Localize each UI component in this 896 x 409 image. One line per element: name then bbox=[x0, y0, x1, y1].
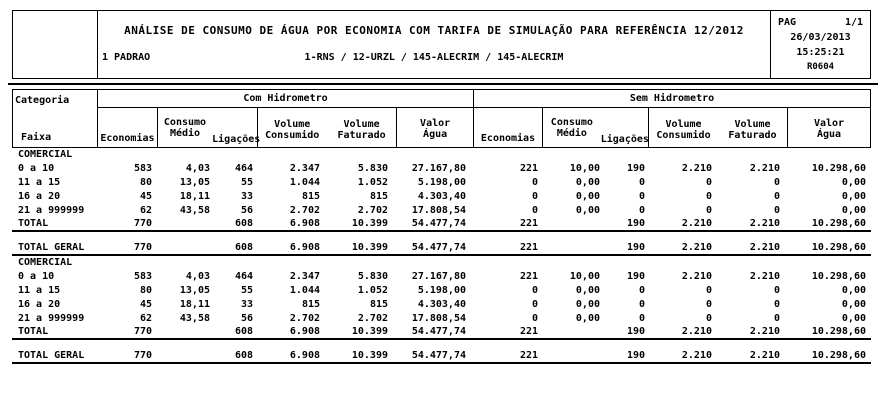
value-cell: 0 bbox=[773, 299, 780, 310]
value-cell: 815 bbox=[369, 191, 388, 202]
category-row bbox=[12, 256, 871, 270]
value-cell: 190 bbox=[626, 218, 645, 229]
value-cell: 2.347 bbox=[289, 163, 320, 174]
faixa-cell: 0 a 10 bbox=[18, 271, 55, 282]
value-cell: 54.477,74 bbox=[411, 242, 466, 253]
value-cell: 13,05 bbox=[179, 285, 210, 296]
value-cell: 5.198,00 bbox=[417, 285, 466, 296]
value-cell: 0 bbox=[531, 177, 538, 188]
value-cell bbox=[538, 241, 600, 254]
value-cell: 2.210 bbox=[749, 326, 780, 337]
value-cell: 221 bbox=[519, 242, 538, 253]
value-cell: 2.702 bbox=[289, 205, 320, 216]
value-cell: 0 bbox=[705, 205, 712, 216]
value-cell: 815 bbox=[301, 299, 320, 310]
value-cell: 190 bbox=[626, 271, 645, 282]
value-cell: 0,00 bbox=[575, 177, 600, 188]
faixa-cell: TOTAL GERAL bbox=[18, 350, 85, 361]
value-cell: 190 bbox=[626, 350, 645, 361]
faixa-cell: 0 a 10 bbox=[18, 163, 55, 174]
value-cell: 54.477,74 bbox=[411, 350, 466, 361]
value-cell: 608 bbox=[234, 218, 253, 229]
value-cell: 80 bbox=[139, 285, 152, 296]
col-header-consumo-ligacoes bbox=[543, 108, 649, 147]
column-group-sem-hidrometro bbox=[474, 90, 870, 147]
faixa-cell: 16 a 20 bbox=[18, 191, 61, 202]
value-cell: 2.210 bbox=[681, 271, 712, 282]
value-cell: 56 bbox=[240, 205, 253, 216]
value-cell: 2.210 bbox=[749, 163, 780, 174]
value-cell: 10.399 bbox=[351, 350, 388, 361]
value-cell: 190 bbox=[626, 242, 645, 253]
value-cell: 770 bbox=[133, 350, 152, 361]
table-row bbox=[12, 284, 871, 298]
faixa-cell: 11 a 15 bbox=[18, 285, 61, 296]
report-subtitle-center: 1-RNS / 12-URZL / 145-ALECRIM / 145-ALECRIM bbox=[304, 52, 564, 63]
value-cell bbox=[152, 349, 210, 362]
value-cell: 0 bbox=[638, 177, 645, 188]
value-cell: 0,00 bbox=[575, 205, 600, 216]
value-cell: 54.477,74 bbox=[411, 326, 466, 337]
value-cell: 10.399 bbox=[351, 242, 388, 253]
col-header-volume-consumido: Volume Consumido bbox=[656, 119, 711, 141]
value-cell: 0 bbox=[773, 205, 780, 216]
value-cell: 6.908 bbox=[289, 218, 320, 229]
table-row bbox=[12, 176, 871, 190]
value-cell: 2.702 bbox=[357, 313, 388, 324]
value-cell: 45 bbox=[139, 191, 152, 202]
value-cell: 0 bbox=[638, 299, 645, 310]
category-label: COMERCIAL bbox=[18, 257, 73, 268]
value-cell: 608 bbox=[234, 242, 253, 253]
total-row bbox=[12, 326, 871, 340]
page-number-line bbox=[771, 15, 870, 30]
col-header-economias: Economias bbox=[474, 108, 543, 147]
logo-box bbox=[13, 11, 98, 78]
value-cell: 2.210 bbox=[749, 242, 780, 253]
faixa-cell: 11 a 15 bbox=[18, 177, 61, 188]
value-cell: 62 bbox=[139, 205, 152, 216]
table-row bbox=[12, 298, 871, 312]
value-cell: 0 bbox=[705, 191, 712, 202]
value-cell: 5.830 bbox=[357, 271, 388, 282]
value-cell: 0 bbox=[705, 299, 712, 310]
value-cell: 0,00 bbox=[575, 299, 600, 310]
value-cell: 0 bbox=[531, 191, 538, 202]
value-cell: 6.908 bbox=[289, 326, 320, 337]
col-header-consumo-medio: Consumo Médio bbox=[550, 117, 593, 139]
value-cell: 464 bbox=[234, 271, 253, 282]
value-cell: 10.298,60 bbox=[811, 350, 866, 361]
categoria-label: Categoria bbox=[15, 95, 70, 106]
value-cell: 608 bbox=[234, 350, 253, 361]
value-cell: 18,11 bbox=[179, 299, 210, 310]
value-cell: 1.044 bbox=[289, 177, 320, 188]
value-cell: 0 bbox=[773, 313, 780, 324]
value-cell: 0 bbox=[705, 285, 712, 296]
value-cell: 4,03 bbox=[185, 163, 210, 174]
value-cell: 6.908 bbox=[289, 242, 320, 253]
value-cell: 770 bbox=[133, 242, 152, 253]
value-cell: 0 bbox=[638, 205, 645, 216]
value-cell: 2.210 bbox=[749, 350, 780, 361]
value-cell: 10,00 bbox=[569, 271, 600, 282]
page-info-box bbox=[770, 11, 870, 78]
value-cell: 4.303,40 bbox=[417, 299, 466, 310]
report-subtitle-left: 1 PADRAO bbox=[102, 52, 151, 63]
title-area bbox=[98, 11, 770, 78]
value-cell: 0 bbox=[773, 191, 780, 202]
report-title: ANÁLISE DE CONSUMO DE ÁGUA POR ECONOMIA COM TARIFA DE SIMULAÇÃO PARA REFERÊNCIA 12/2012 bbox=[124, 24, 744, 37]
col-header-volumes bbox=[258, 108, 398, 147]
value-cell: 43,58 bbox=[179, 205, 210, 216]
value-cell: 0 bbox=[705, 313, 712, 324]
value-cell: 80 bbox=[139, 177, 152, 188]
value-cell: 4.303,40 bbox=[417, 191, 466, 202]
value-cell: 2.347 bbox=[289, 271, 320, 282]
value-cell: 221 bbox=[519, 218, 538, 229]
value-cell: 33 bbox=[240, 299, 253, 310]
value-cell: 0 bbox=[773, 285, 780, 296]
faixa-cell: 21 a 999999 bbox=[18, 205, 85, 216]
value-cell: 0,00 bbox=[841, 313, 866, 324]
value-cell: 10.399 bbox=[351, 218, 388, 229]
total-geral-row bbox=[12, 241, 871, 256]
value-cell: 6.908 bbox=[289, 350, 320, 361]
category-label: COMERCIAL bbox=[18, 149, 73, 160]
report-header bbox=[12, 10, 871, 79]
value-cell: 17.808,54 bbox=[411, 205, 466, 216]
value-cell: 2.210 bbox=[681, 326, 712, 337]
value-cell: 10.298,60 bbox=[811, 163, 866, 174]
table-row bbox=[12, 162, 871, 176]
col-header-volume-consumido: Volume Consumido bbox=[265, 119, 320, 141]
divider-rule bbox=[8, 83, 878, 85]
value-cell: 2.210 bbox=[749, 218, 780, 229]
value-cell: 0 bbox=[638, 313, 645, 324]
table-row bbox=[12, 204, 871, 218]
value-cell bbox=[538, 349, 600, 362]
faixa-cell: TOTAL bbox=[18, 218, 49, 229]
value-cell: 62 bbox=[139, 313, 152, 324]
col-header-volume-faturado: Volume Faturado bbox=[337, 119, 386, 141]
value-cell: 13,05 bbox=[179, 177, 210, 188]
col-header-consumo-ligacoes bbox=[158, 108, 261, 147]
faixa-label: Faixa bbox=[21, 132, 52, 143]
value-cell: 0,00 bbox=[841, 299, 866, 310]
value-cell: 1.044 bbox=[289, 285, 320, 296]
value-cell: 190 bbox=[626, 163, 645, 174]
value-cell bbox=[152, 241, 210, 254]
value-cell: 2.210 bbox=[681, 218, 712, 229]
value-cell: 0,00 bbox=[841, 191, 866, 202]
value-cell: 10.298,60 bbox=[811, 218, 866, 229]
value-cell: 583 bbox=[133, 271, 152, 282]
value-cell: 0 bbox=[531, 285, 538, 296]
value-cell: 4,03 bbox=[185, 271, 210, 282]
report-time: 15:25:21 bbox=[796, 47, 845, 58]
value-cell bbox=[152, 218, 210, 230]
value-cell: 18,11 bbox=[179, 191, 210, 202]
faixa-cell: TOTAL GERAL bbox=[18, 242, 85, 253]
value-cell: 221 bbox=[519, 271, 538, 282]
value-cell: 583 bbox=[133, 163, 152, 174]
value-cell bbox=[538, 326, 600, 338]
value-cell: 55 bbox=[240, 285, 253, 296]
value-cell: 464 bbox=[234, 163, 253, 174]
value-cell: 2.210 bbox=[681, 163, 712, 174]
value-cell: 815 bbox=[369, 299, 388, 310]
value-cell: 0 bbox=[531, 313, 538, 324]
total-geral-row bbox=[12, 349, 871, 364]
col-header-consumo-medio: Consumo Médio bbox=[163, 117, 207, 139]
col-header-economias: Economias bbox=[98, 108, 158, 147]
col-header-valor-agua: Valor Água bbox=[813, 118, 845, 140]
col-header-ligacoes: Ligações bbox=[212, 134, 261, 145]
report-code: R0604 bbox=[806, 62, 835, 72]
value-cell: 5.830 bbox=[357, 163, 388, 174]
col-header-ligacoes: Ligações bbox=[600, 134, 649, 145]
value-cell: 27.167,80 bbox=[411, 271, 466, 282]
table-header bbox=[12, 89, 871, 148]
category-row bbox=[12, 148, 871, 162]
column-group-com-hidrometro bbox=[98, 90, 474, 147]
col-header-volumes bbox=[649, 108, 788, 147]
corner-cell bbox=[13, 90, 98, 147]
value-cell: 54.477,74 bbox=[411, 218, 466, 229]
group-label-com: Com Hidrometro bbox=[98, 90, 473, 108]
value-cell: 0 bbox=[638, 285, 645, 296]
value-cell: 43,58 bbox=[179, 313, 210, 324]
value-cell: 221 bbox=[519, 350, 538, 361]
value-cell: 221 bbox=[519, 326, 538, 337]
value-cell bbox=[538, 218, 600, 230]
value-cell: 27.167,80 bbox=[411, 163, 466, 174]
value-cell: 45 bbox=[139, 299, 152, 310]
value-cell: 0 bbox=[531, 299, 538, 310]
value-cell: 56 bbox=[240, 313, 253, 324]
value-cell: 0,00 bbox=[841, 285, 866, 296]
faixa-cell: TOTAL bbox=[18, 326, 49, 337]
value-cell: 10.399 bbox=[351, 326, 388, 337]
table-row bbox=[12, 312, 871, 326]
value-cell: 0 bbox=[531, 205, 538, 216]
report-date: 26/03/2013 bbox=[790, 32, 851, 43]
value-cell: 2.702 bbox=[289, 313, 320, 324]
value-cell: 2.210 bbox=[681, 242, 712, 253]
value-cell: 770 bbox=[133, 326, 152, 337]
value-cell: 10.298,60 bbox=[811, 242, 866, 253]
value-cell: 608 bbox=[234, 326, 253, 337]
value-cell: 221 bbox=[519, 163, 538, 174]
faixa-cell: 21 a 999999 bbox=[18, 313, 85, 324]
value-cell: 5.198,00 bbox=[417, 177, 466, 188]
value-cell: 815 bbox=[301, 191, 320, 202]
value-cell: 0,00 bbox=[575, 191, 600, 202]
table-row bbox=[12, 190, 871, 204]
value-cell: 1.052 bbox=[357, 177, 388, 188]
faixa-cell: 16 a 20 bbox=[18, 299, 61, 310]
value-cell bbox=[152, 326, 210, 338]
value-cell: 0 bbox=[773, 177, 780, 188]
value-cell: 17.808,54 bbox=[411, 313, 466, 324]
group-label-sem: Sem Hidrometro bbox=[474, 90, 870, 108]
value-cell: 33 bbox=[240, 191, 253, 202]
value-cell: 0,00 bbox=[841, 177, 866, 188]
value-cell: 1.052 bbox=[357, 285, 388, 296]
col-header-valor-agua: Valor Água bbox=[420, 118, 451, 140]
table-body bbox=[12, 148, 871, 364]
value-cell: 2.210 bbox=[681, 350, 712, 361]
page-label: PAG bbox=[778, 17, 797, 28]
value-cell: 2.702 bbox=[357, 205, 388, 216]
value-cell: 10,00 bbox=[569, 163, 600, 174]
value-cell: 10.298,60 bbox=[811, 326, 866, 337]
value-cell: 2.210 bbox=[749, 271, 780, 282]
page-number: 1/1 bbox=[844, 17, 863, 28]
value-cell: 0,00 bbox=[841, 205, 866, 216]
value-cell: 55 bbox=[240, 177, 253, 188]
value-cell: 0,00 bbox=[575, 313, 600, 324]
value-cell: 0 bbox=[638, 191, 645, 202]
value-cell: 0,00 bbox=[575, 285, 600, 296]
value-cell: 0 bbox=[705, 177, 712, 188]
col-header-volume-faturado: Volume Faturado bbox=[728, 119, 777, 141]
value-cell: 770 bbox=[133, 218, 152, 229]
table-row bbox=[12, 270, 871, 284]
value-cell: 10.298,60 bbox=[811, 271, 866, 282]
total-row bbox=[12, 218, 871, 232]
value-cell: 190 bbox=[626, 326, 645, 337]
